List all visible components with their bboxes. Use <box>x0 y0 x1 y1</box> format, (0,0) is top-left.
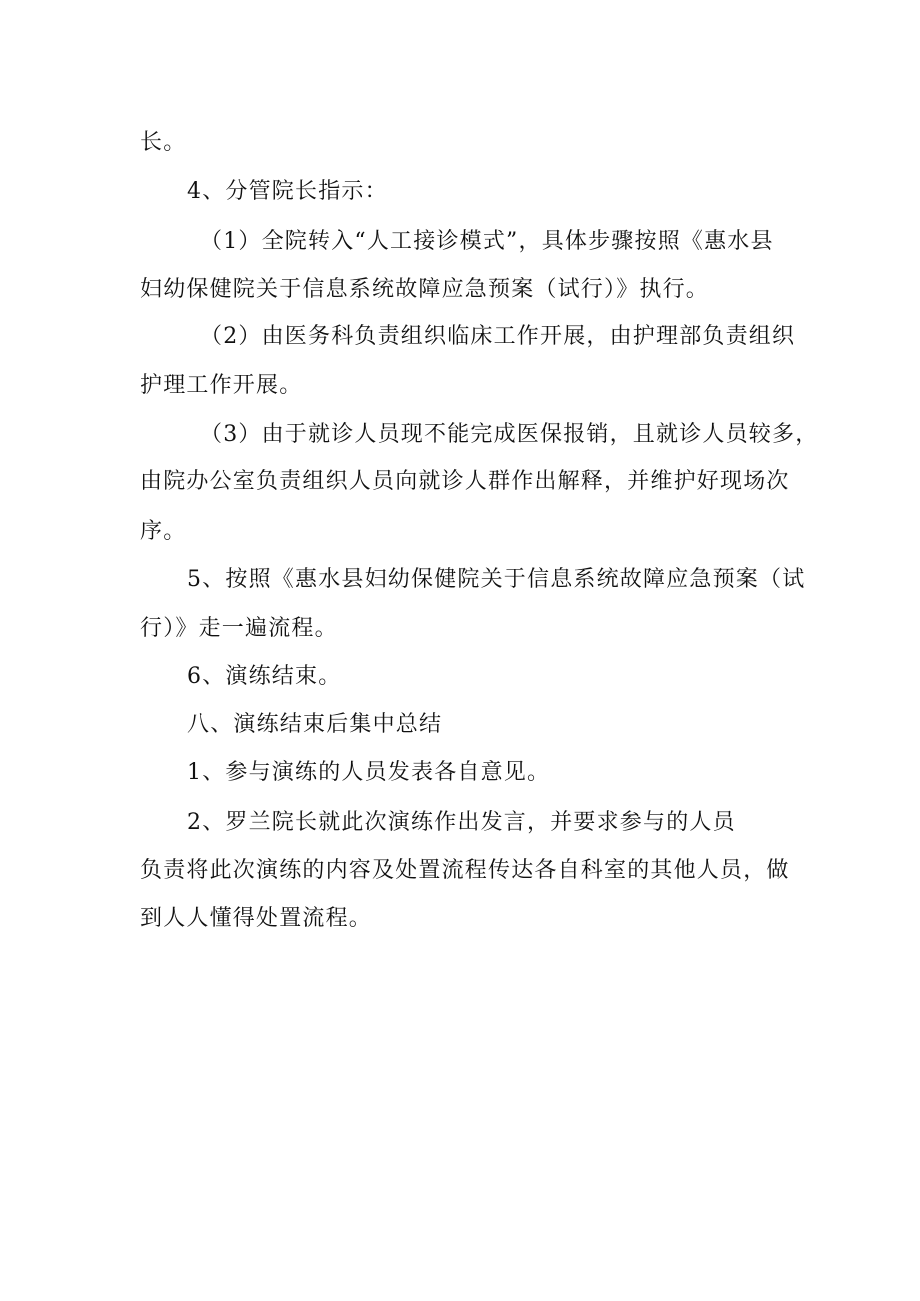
text-line-12: 6、演练结束。 <box>187 664 342 689</box>
text-line-5: （2）由医务科负责组织临床工作开展，由护理部负责组织 <box>200 324 796 349</box>
text-line-10: 5、按照《惠水县妇幼保健院关于信息系统故障应急预案（试 <box>187 567 806 592</box>
text-line-17: 到人人懂得处置流程。 <box>140 906 373 931</box>
text-line-1: 长。 <box>140 130 187 155</box>
text-line-9: 序。 <box>140 519 187 544</box>
text-line-6: 护理工作开展。 <box>140 373 303 398</box>
text-line-2: 4、分管院长指示： <box>187 179 388 204</box>
text-line-16: 负责将此次演练的内容及处置流程传达各自科室的其他人员，做 <box>140 858 790 883</box>
text-line-4: 妇幼保健院关于信息系统故障应急预案（试行）》执行。 <box>140 277 710 302</box>
text-line-14: 1、参与演练的人员发表各自意见。 <box>187 760 551 785</box>
text-line-3: （1）全院转入“人工接诊模式”，具体步骤按照《惠水县 <box>200 229 774 254</box>
text-line-7: （3）由于就诊人员现不能完成医保报销，且就诊人员较多， <box>200 422 819 447</box>
text-line-15: 2、罗兰院长就此次演练作出发言，并要求参与的人员 <box>187 810 736 835</box>
text-line-11: 行）》走一遍流程。 <box>140 616 338 641</box>
text-line-8: 由院办公室负责组织人员向就诊人群作出解释，并维护好现场次 <box>140 469 790 494</box>
section-heading-eight: 八、演练结束后集中总结 <box>187 712 443 737</box>
